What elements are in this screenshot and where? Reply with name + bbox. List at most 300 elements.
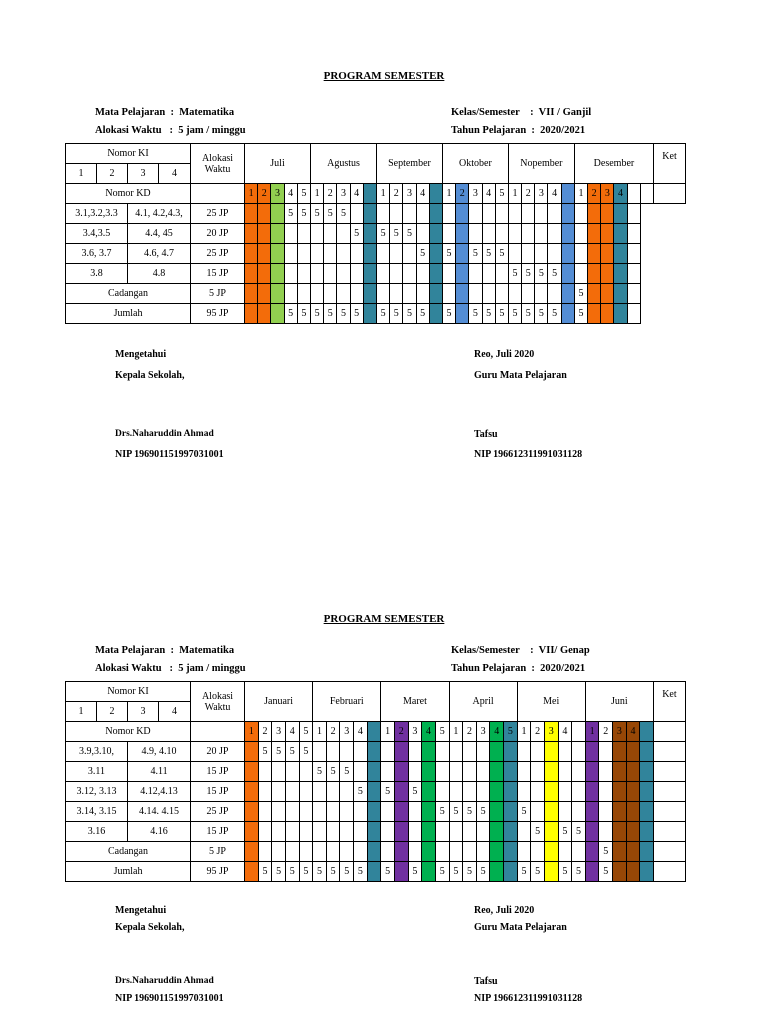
week-number — [367, 722, 381, 742]
ki-number: 3 — [128, 702, 159, 722]
week-number: 5 — [495, 184, 508, 204]
month-header: Februari — [313, 682, 381, 722]
table-row — [66, 862, 686, 882]
week-cell — [572, 742, 586, 762]
program-semester-table — [65, 681, 686, 882]
guru-name: Tafsu — [474, 429, 498, 440]
week-cell — [558, 842, 572, 862]
week-cell — [354, 742, 368, 762]
guru-mapel-label: Guru Mata Pelajaran — [474, 922, 567, 933]
jp-cell: 15 JP — [191, 762, 245, 782]
week-cell — [463, 762, 477, 782]
week-cell: 5 — [354, 782, 368, 802]
week-number: 1 — [449, 722, 463, 742]
week-cell — [381, 822, 395, 842]
week-number: 3 — [613, 722, 627, 742]
kelas-semester-label: Kelas/Semester : VII/ Genap — [451, 645, 590, 656]
week-cell — [408, 822, 422, 842]
week-cell — [531, 802, 545, 822]
kelas-semester-label: Kelas/Semester : VII / Ganjil — [451, 107, 592, 118]
week-cell — [394, 802, 408, 822]
week-number: 3 — [272, 722, 286, 742]
week-cell: 5 — [337, 304, 350, 324]
week-cell — [422, 782, 436, 802]
week-cell — [422, 762, 436, 782]
week-cell — [531, 782, 545, 802]
week-number: 3 — [535, 184, 548, 204]
week-cell — [585, 862, 599, 882]
week-cell: 5 — [324, 204, 337, 224]
week-cell — [394, 762, 408, 782]
week-cell: 5 — [311, 304, 324, 324]
nomor-kd-header: Nomor KD — [66, 184, 191, 204]
kepala-sekolah-nip: NIP 196901151997031001 — [115, 449, 224, 460]
week-cell — [544, 862, 558, 882]
kd4-cell: 4.12,4.13 — [128, 782, 191, 802]
table-row — [66, 782, 686, 802]
kd3-cell: 3.14, 3.15 — [66, 802, 128, 822]
ki-number: 4 — [159, 702, 191, 722]
place-date: Reo, Juli 2020 — [474, 905, 535, 916]
week-cell — [367, 842, 381, 862]
week-number: 4 — [558, 722, 572, 742]
mata-pelajaran-label: Mata Pelajaran : Matematika — [95, 645, 235, 656]
week-cell — [367, 862, 381, 882]
week-cell — [531, 842, 545, 862]
week-cell: 5 — [558, 822, 572, 842]
guru-mapel-label: Guru Mata Pelajaran — [474, 370, 567, 381]
guru-nip: NIP 196612311991031128 — [474, 993, 583, 1004]
jp-cell: 5 JP — [191, 284, 245, 304]
week-cell — [585, 782, 599, 802]
week-cell — [476, 762, 490, 782]
week-cell — [272, 822, 286, 842]
week-cell — [313, 742, 327, 762]
ket-header: Ket — [654, 144, 686, 184]
week-cell — [599, 762, 613, 782]
week-cell: 5 — [531, 862, 545, 882]
week-cell — [435, 782, 449, 802]
jp-cell: 95 JP — [191, 862, 245, 882]
week-cell — [285, 842, 299, 862]
month-header: Mei — [517, 682, 585, 722]
kd3-cell: 3.16 — [66, 822, 128, 842]
week-cell — [340, 802, 354, 822]
week-number: 2 — [326, 722, 340, 742]
week-number: 1 — [508, 184, 521, 204]
tahun-pelajaran-label: Tahun Pelajaran : 2020/2021 — [451, 125, 586, 136]
kepala-sekolah-nip: NIP 196901151997031001 — [115, 993, 224, 1004]
week-number: 1 — [585, 722, 599, 742]
week-number: 3 — [403, 184, 416, 204]
week-cell — [640, 782, 654, 802]
week-cell: 5 — [285, 862, 299, 882]
week-cell — [394, 842, 408, 862]
week-cell — [613, 842, 627, 862]
week-cell: 5 — [558, 862, 572, 882]
week-cell — [394, 782, 408, 802]
week-cell — [258, 802, 272, 822]
week-cell — [245, 762, 259, 782]
month-header: Oktober — [442, 144, 508, 184]
week-cell — [626, 742, 640, 762]
week-number: 2 — [588, 184, 601, 204]
week-cell — [326, 802, 340, 822]
week-cell: 5 — [258, 742, 272, 762]
week-cell: 5 — [572, 862, 586, 882]
kd3-cell: 3.1,3.2,3.3 — [66, 204, 128, 224]
week-cell — [504, 762, 518, 782]
week-number: 3 — [476, 722, 490, 742]
week-cell — [367, 782, 381, 802]
week-cell — [640, 742, 654, 762]
week-cell — [340, 782, 354, 802]
week-number: 4 — [626, 722, 640, 742]
week-cell — [245, 822, 259, 842]
week-number: 4 — [350, 184, 363, 204]
week-cell — [299, 842, 313, 862]
week-cell: 5 — [350, 224, 363, 244]
week-cell — [613, 742, 627, 762]
week-cell — [531, 762, 545, 782]
week-cell — [272, 762, 286, 782]
week-cell: 5 — [574, 304, 587, 324]
week-cell: 5 — [350, 304, 363, 324]
jp-cell: 5 JP — [191, 842, 245, 862]
tahun-pelajaran-label: Tahun Pelajaran : 2020/2021 — [451, 663, 586, 674]
week-cell — [354, 842, 368, 862]
week-cell — [640, 822, 654, 842]
week-number: 3 — [408, 722, 422, 742]
week-number: 5 — [297, 184, 310, 204]
week-cell — [585, 762, 599, 782]
kd-label: Cadangan — [66, 284, 191, 304]
ki-number: 1 — [66, 164, 97, 184]
mata-pelajaran-label: Mata Pelajaran : Matematika — [95, 107, 235, 118]
week-number: 3 — [469, 184, 482, 204]
week-cell — [435, 822, 449, 842]
week-cell: 5 — [408, 862, 422, 882]
week-cell — [626, 762, 640, 782]
week-cell: 5 — [340, 762, 354, 782]
month-header: Desember — [574, 144, 653, 184]
month-header: Juni — [585, 682, 653, 722]
ket-cell — [653, 822, 685, 842]
nomor-ki-header: Nomor KI — [66, 682, 191, 702]
week-cell: 5 — [599, 862, 613, 882]
week-number: 2 — [463, 722, 477, 742]
week-cell — [394, 742, 408, 762]
week-cell: 5 — [377, 304, 390, 324]
week-cell — [408, 742, 422, 762]
jp-cell: 15 JP — [191, 782, 245, 802]
week-cell: 5 — [272, 742, 286, 762]
week-cell — [544, 822, 558, 842]
kd-label: Jumlah — [66, 304, 191, 324]
week-cell — [504, 842, 518, 862]
week-number: 3 — [340, 722, 354, 742]
kd4-cell: 4.6, 4.7 — [128, 244, 191, 264]
week-cell — [490, 802, 504, 822]
week-number — [572, 722, 586, 742]
kd4-cell: 4.4, 45 — [128, 224, 191, 244]
kd-label: Jumlah — [66, 862, 191, 882]
week-cell: 5 — [390, 224, 403, 244]
jp-cell: 20 JP — [191, 224, 245, 244]
week-cell — [435, 842, 449, 862]
week-cell — [449, 842, 463, 862]
week-cell — [408, 802, 422, 822]
week-cell — [299, 822, 313, 842]
alokasi-waktu-header: Alokasi Waktu — [191, 144, 245, 184]
week-cell — [408, 842, 422, 862]
week-cell — [340, 742, 354, 762]
week-cell — [531, 742, 545, 762]
ket-cell — [653, 722, 685, 742]
week-cell — [272, 842, 286, 862]
week-cell — [572, 762, 586, 782]
week-cell — [490, 862, 504, 882]
week-cell — [558, 782, 572, 802]
week-cell — [258, 842, 272, 862]
week-number: 4 — [490, 722, 504, 742]
jp-cell: 25 JP — [191, 802, 245, 822]
week-cell — [490, 782, 504, 802]
kd3-cell: 3.9,3.10, — [66, 742, 128, 762]
week-cell — [299, 802, 313, 822]
week-cell: 5 — [442, 244, 455, 264]
week-number: 4 — [285, 722, 299, 742]
week-cell: 5 — [508, 264, 521, 284]
week-cell — [463, 742, 477, 762]
week-number: 4 — [548, 184, 561, 204]
week-number: 2 — [531, 722, 545, 742]
week-number: 5 — [299, 722, 313, 742]
mengetahui-label: Mengetahui — [115, 905, 167, 916]
week-cell: 5 — [381, 862, 395, 882]
week-cell — [367, 822, 381, 842]
week-cell — [544, 802, 558, 822]
week-cell — [476, 842, 490, 862]
week-cell: 5 — [284, 204, 297, 224]
week-cell — [626, 842, 640, 862]
week-number: 3 — [544, 722, 558, 742]
week-number: 4 — [422, 722, 436, 742]
ket-cell — [653, 782, 685, 802]
week-cell — [504, 742, 518, 762]
week-cell: 5 — [258, 862, 272, 882]
week-number: 1 — [245, 722, 259, 742]
kd3-cell: 3.12, 3.13 — [66, 782, 128, 802]
mengetahui-label: Mengetahui — [115, 349, 167, 360]
ket-cell — [653, 862, 685, 882]
week-cell — [544, 842, 558, 862]
kd4-cell: 4.1, 4.2,4.3, — [128, 204, 191, 224]
week-cell: 5 — [403, 224, 416, 244]
week-cell — [626, 802, 640, 822]
week-cell — [313, 782, 327, 802]
week-cell — [558, 802, 572, 822]
week-cell: 5 — [381, 782, 395, 802]
week-number: 1 — [381, 722, 395, 742]
week-cell — [245, 802, 259, 822]
kd3-cell: 3.6, 3.7 — [66, 244, 128, 264]
week-cell — [599, 742, 613, 762]
jp-cell: 15 JP — [191, 264, 245, 284]
week-number: 2 — [258, 184, 271, 204]
week-cell — [422, 742, 436, 762]
week-cell: 5 — [469, 244, 482, 264]
week-cell — [340, 822, 354, 842]
week-cell: 5 — [535, 304, 548, 324]
week-cell — [367, 802, 381, 822]
week-number: 1 — [311, 184, 324, 204]
week-number: 5 — [435, 722, 449, 742]
jp-cell: 15 JP — [191, 822, 245, 842]
week-cell: 5 — [435, 802, 449, 822]
nomor-ki-header: Nomor KI — [66, 144, 191, 164]
week-cell — [544, 762, 558, 782]
ket-header: Ket — [653, 682, 685, 722]
week-cell — [558, 762, 572, 782]
week-cell: 5 — [476, 802, 490, 822]
week-cell — [285, 802, 299, 822]
week-number: 2 — [456, 184, 469, 204]
week-cell — [367, 762, 381, 782]
week-cell — [490, 842, 504, 862]
week-cell — [640, 842, 654, 862]
week-cell: 5 — [340, 862, 354, 882]
jp-cell: 25 JP — [191, 244, 245, 264]
week-cell: 5 — [548, 304, 561, 324]
week-cell — [245, 742, 259, 762]
week-cell — [422, 802, 436, 822]
week-cell: 5 — [522, 264, 535, 284]
guru-nip: NIP 196612311991031128 — [474, 449, 583, 460]
week-number: 2 — [522, 184, 535, 204]
ket-cell — [653, 842, 685, 862]
week-cell: 5 — [482, 304, 495, 324]
week-cell — [558, 742, 572, 762]
week-cell — [340, 842, 354, 862]
week-cell — [449, 782, 463, 802]
week-cell — [381, 742, 395, 762]
kepala-sekolah-label: Kepala Sekolah, — [115, 922, 185, 933]
week-cell — [517, 742, 531, 762]
week-cell: 5 — [285, 742, 299, 762]
week-cell — [326, 782, 340, 802]
jp-cell: 20 JP — [191, 742, 245, 762]
week-cell — [394, 862, 408, 882]
alokasi-waktu-label: Alokasi Waktu : 5 jam / minggu — [95, 663, 246, 674]
week-cell: 5 — [337, 204, 350, 224]
week-cell — [572, 842, 586, 862]
week-cell: 5 — [416, 244, 429, 264]
week-cell — [258, 822, 272, 842]
week-cell: 5 — [463, 802, 477, 822]
week-number: 2 — [390, 184, 403, 204]
month-header: Maret — [381, 682, 449, 722]
week-cell — [613, 762, 627, 782]
month-header: Januari — [245, 682, 313, 722]
week-cell: 5 — [299, 862, 313, 882]
week-cell — [585, 802, 599, 822]
week-cell: 5 — [377, 224, 390, 244]
week-cell: 5 — [517, 862, 531, 882]
week-cell: 5 — [326, 762, 340, 782]
week-cell: 5 — [449, 862, 463, 882]
week-cell — [613, 802, 627, 822]
table-row — [66, 742, 686, 762]
place-date: Reo, Juli 2020 — [474, 349, 535, 360]
ki-number: 1 — [66, 702, 97, 722]
kd3-cell: 3.11 — [66, 762, 128, 782]
week-number: 4 — [482, 184, 495, 204]
week-cell — [354, 762, 368, 782]
week-cell — [490, 762, 504, 782]
week-cell — [313, 842, 327, 862]
month-header: Agustus — [311, 144, 377, 184]
week-number: 2 — [258, 722, 272, 742]
week-cell — [381, 842, 395, 862]
week-number: 1 — [313, 722, 327, 742]
week-cell — [299, 782, 313, 802]
jp-cell: 95 JP — [191, 304, 245, 324]
week-cell: 5 — [284, 304, 297, 324]
week-cell: 5 — [572, 822, 586, 842]
kd4-cell: 4.16 — [128, 822, 191, 842]
kd4-cell: 4.11 — [128, 762, 191, 782]
week-cell — [517, 842, 531, 862]
week-cell: 5 — [442, 304, 455, 324]
week-cell — [599, 802, 613, 822]
week-cell — [354, 802, 368, 822]
week-cell: 5 — [574, 284, 587, 304]
week-cell — [626, 822, 640, 842]
week-cell — [449, 742, 463, 762]
week-cell — [504, 782, 518, 802]
week-cell — [285, 762, 299, 782]
week-cell — [463, 782, 477, 802]
kd-label: Cadangan — [66, 842, 191, 862]
kd4-cell: 4.9, 4.10 — [128, 742, 191, 762]
alokasi-waktu-header: Alokasi Waktu — [191, 682, 245, 722]
week-cell — [544, 742, 558, 762]
week-cell: 5 — [495, 304, 508, 324]
week-cell — [367, 742, 381, 762]
week-cell: 5 — [599, 842, 613, 862]
week-cell — [272, 782, 286, 802]
week-cell — [285, 822, 299, 842]
week-cell — [394, 822, 408, 842]
ket-cell — [653, 742, 685, 762]
kepala-sekolah-label: Kepala Sekolah, — [115, 370, 185, 381]
week-cell — [245, 842, 259, 862]
kd3-cell: 3.8 — [66, 264, 128, 284]
week-cell: 5 — [416, 304, 429, 324]
ki-number: 2 — [97, 164, 128, 184]
week-cell — [585, 742, 599, 762]
week-cell — [572, 782, 586, 802]
week-cell: 5 — [482, 244, 495, 264]
week-number: 4 — [614, 184, 627, 204]
week-cell: 5 — [313, 762, 327, 782]
week-cell — [504, 862, 518, 882]
week-cell: 5 — [390, 304, 403, 324]
week-cell — [449, 822, 463, 842]
table-row — [66, 762, 686, 782]
week-number: 2 — [394, 722, 408, 742]
